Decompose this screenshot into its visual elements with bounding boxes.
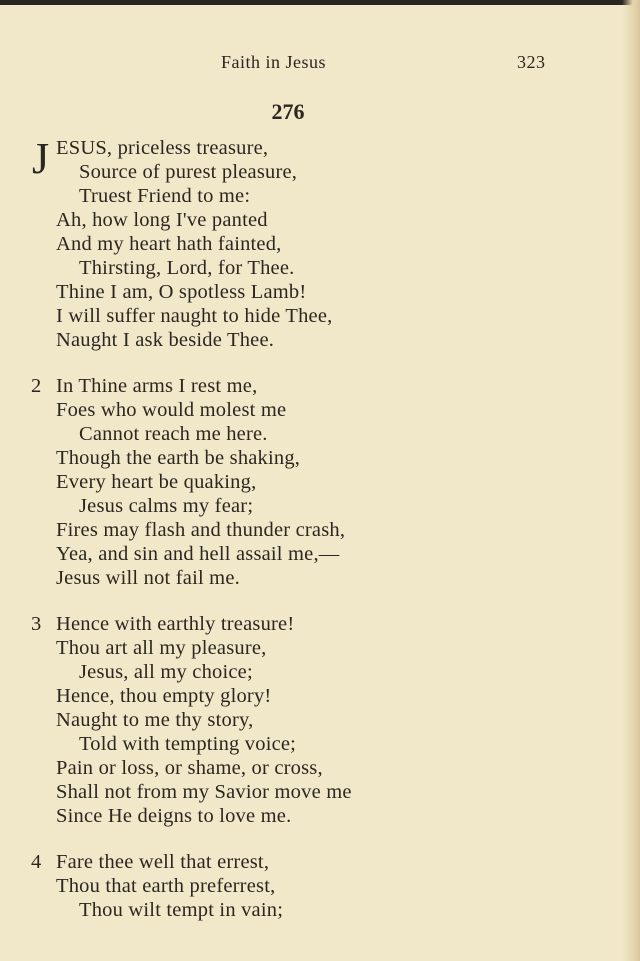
hymn-line bbox=[0, 804, 600, 828]
line-text: In Thine arms I rest me, bbox=[56, 375, 258, 397]
hymn-line bbox=[0, 518, 600, 542]
hymn-number: 276 bbox=[271, 99, 305, 124]
hymn-line bbox=[0, 684, 600, 708]
line-text: Ah, how long I've panted bbox=[56, 209, 268, 231]
line-text: And my heart hath fainted, bbox=[56, 233, 282, 255]
hymn-line bbox=[0, 184, 600, 208]
stanza bbox=[0, 612, 600, 828]
line-text: Thirsting, Lord, for Thee. bbox=[79, 257, 295, 279]
hymn-line bbox=[0, 398, 600, 422]
line-text: Hence, thou empty glory! bbox=[56, 685, 272, 707]
line-text: Pain or loss, or shame, or cross, bbox=[56, 757, 323, 779]
stanza bbox=[0, 850, 600, 922]
stanza-number: 4 bbox=[31, 851, 42, 873]
hymn-line bbox=[0, 732, 600, 756]
hymn-text bbox=[0, 136, 600, 944]
hymn-line bbox=[0, 612, 600, 636]
running-title: Faith in Jesus bbox=[221, 52, 327, 72]
stanza bbox=[0, 374, 600, 590]
stanza-number: 3 bbox=[31, 613, 42, 635]
hymn-line bbox=[0, 232, 600, 256]
line-text: Thine I am, O spotless Lamb! bbox=[56, 281, 307, 303]
line-text: Jesus, all my choice; bbox=[79, 661, 253, 683]
line-text: Jesus calms my fear; bbox=[79, 495, 254, 517]
line-text: Every heart be quaking, bbox=[56, 471, 257, 493]
hymn-line bbox=[0, 898, 600, 922]
hymn-line bbox=[0, 660, 600, 684]
line-text: Foes who would molest me bbox=[56, 399, 287, 421]
hymn-line bbox=[0, 566, 600, 590]
hymn-line bbox=[0, 422, 600, 446]
line-text: Fires may flash and thunder crash, bbox=[56, 519, 346, 541]
hymn-line bbox=[0, 256, 600, 280]
hymn-line bbox=[0, 304, 600, 328]
hymn-line bbox=[0, 636, 600, 660]
line-text: Thou wilt tempt in vain; bbox=[79, 899, 284, 921]
page-top-border bbox=[0, 0, 640, 5]
line-text: Cannot reach me here. bbox=[79, 423, 268, 445]
hymn-line bbox=[0, 494, 600, 518]
hymn-line bbox=[0, 542, 600, 566]
stanza bbox=[0, 136, 600, 352]
hymn-line bbox=[0, 208, 600, 232]
line-text: Thou that earth preferrest, bbox=[56, 875, 276, 897]
line-text: Truest Friend to me: bbox=[79, 185, 251, 207]
line-text: Hence with earthly treasure! bbox=[56, 613, 295, 635]
line-text: Shall not from my Savior move me bbox=[56, 781, 352, 803]
drop-cap: J bbox=[32, 134, 50, 183]
hymn-line bbox=[0, 874, 600, 898]
line-text: Fare thee well that errest, bbox=[56, 851, 270, 873]
running-head bbox=[0, 52, 640, 76]
line-text: Since He deigns to love me. bbox=[56, 805, 292, 827]
hymn-line bbox=[0, 160, 600, 184]
line-text: Jesus will not fail me. bbox=[56, 567, 240, 589]
line-text: Naught to me thy story, bbox=[56, 709, 254, 731]
page-number: 323 bbox=[517, 52, 546, 72]
hymn-line bbox=[0, 850, 600, 874]
hymn-line bbox=[0, 280, 600, 304]
line-text: Naught I ask beside Thee. bbox=[56, 329, 275, 351]
line-text: Source of purest pleasure, bbox=[79, 161, 298, 183]
line-text: ESUS, priceless treasure, bbox=[56, 137, 269, 159]
line-text: Though the earth be shaking, bbox=[56, 447, 301, 469]
hymn-line bbox=[0, 708, 600, 732]
line-text: Thou art all my pleasure, bbox=[56, 637, 267, 659]
line-text: I will suffer naught to hide Thee, bbox=[56, 305, 333, 327]
page-edge-shadow bbox=[622, 0, 640, 961]
hymn-line bbox=[0, 780, 600, 804]
hymn-line bbox=[0, 446, 600, 470]
hymn-line bbox=[0, 374, 600, 398]
line-text: Yea, and sin and hell assail me,— bbox=[56, 543, 340, 565]
line-text: Told with tempting voice; bbox=[79, 733, 297, 755]
hymn-line bbox=[0, 328, 600, 352]
hymn-line bbox=[0, 470, 600, 494]
stanza-number: 2 bbox=[31, 375, 42, 397]
hymn-line bbox=[0, 756, 600, 780]
